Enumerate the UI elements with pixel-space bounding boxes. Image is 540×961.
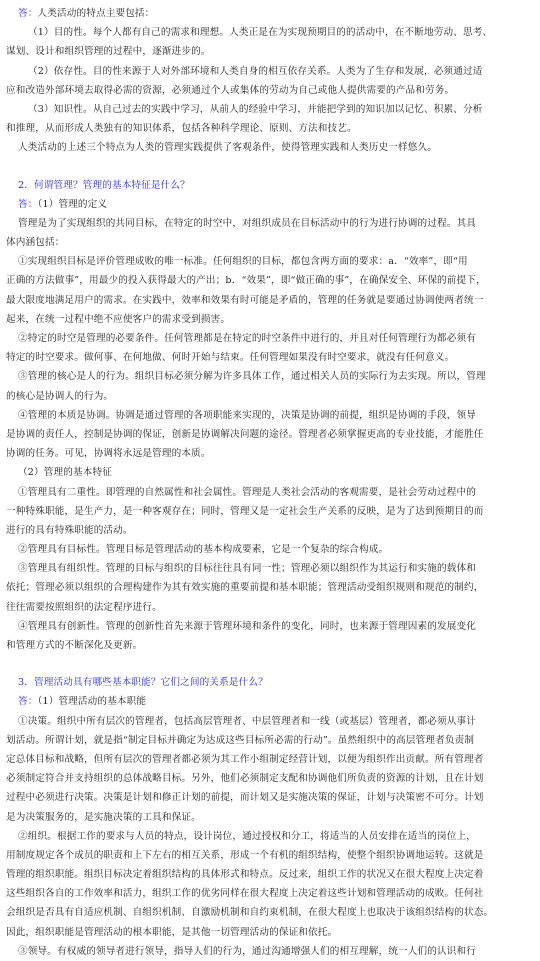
line-text: 这些组织各自的工作效率和活力，组织工作的优劣同样在很大程度上决定着这些计划和管理活动的成败。任何社 bbox=[6, 888, 484, 900]
paragraph-line bbox=[6, 62, 534, 81]
line-text: ④管理的本质是协调。协调是通过管理的各项职能来实现的，决策是协调的前提，组织是协调的手段，领导 bbox=[18, 409, 476, 421]
paragraph-line bbox=[6, 23, 534, 42]
paragraph-line bbox=[6, 923, 534, 942]
paragraph-line bbox=[6, 617, 534, 636]
paragraph-line bbox=[6, 233, 534, 252]
line-text: 必须制定符合并支持组织的总体战略目标。另外，他们必须制定支配和协调他们所负责的资源的计划，且在计划 bbox=[6, 773, 484, 785]
paragraph-line bbox=[6, 406, 534, 425]
line-text: （2）管理的基本特征 bbox=[18, 467, 112, 479]
line-text: 是协调的责任人，控制是协调的保证，创新是协调解决问题的途径。管理者必须掌握更高的专业技能，才能胜任 bbox=[6, 428, 484, 440]
line-text: 一种特殊职能，是生产力，是一种客观存在；同时，管理又是一定社会生产关系的反映，是为了达到预期目的而 bbox=[6, 505, 484, 517]
question-heading: 3．管理活动具有哪些基本职能？它们之间的关系是什么？ bbox=[18, 677, 268, 689]
line-text: （2）依存性。目的性来源于人对外部环境和人类自身的相互依存关系。人类为了生存和发展，必须通过适 bbox=[28, 65, 483, 77]
line-text: 依托；管理必须以组织的合理构建作为其有效实施的重要前提和基本职能；管理活动受组织规则和规范的制约， bbox=[6, 582, 484, 594]
line-text: 定总体目标和战略，但所有层次的管理者都必须为其工作小组制定经营计划，以便为组织作出贡献。所有管理者 bbox=[6, 753, 484, 765]
line-text: ③领导。有权威的领导者进行领导，指导人们的行为，通过沟通增强人们的相互理解，统一人们的认识和行 bbox=[18, 945, 476, 957]
paragraph-line bbox=[6, 271, 534, 290]
line-text: 往往需要按照组织的法定程序进行。 bbox=[6, 601, 162, 613]
document-body bbox=[6, 4, 534, 961]
paragraph-line bbox=[6, 367, 534, 386]
paragraph-line bbox=[6, 4, 534, 23]
section-spacer bbox=[6, 158, 534, 176]
line-text: 会组织是否具有自适应机制、自组织机制、自激励机制和自约束机制，在很大程度上也取决于该组织结构的状态。 bbox=[6, 907, 494, 919]
answer-label: 答： bbox=[18, 8, 38, 19]
line-text: 体内涵包括： bbox=[6, 237, 65, 249]
line-text: 最大限度地满足用户的需求。在实践中，效率和效果有时可能是矛盾的，管理的任务就是要通过协调使两者统一 bbox=[6, 294, 484, 306]
answer-label: 答： bbox=[18, 198, 38, 210]
line-text: ④管理具有创新性。管理的创新性首先来源于管理环境和条件的变化，同时，也来源于管理因素的发展变化 bbox=[18, 620, 476, 632]
line-text: 过程中必须进行决策。决策是计划和修正计划的前提，而计划又是实施决策的保证，计划与决策密不可分。计划 bbox=[6, 792, 484, 804]
paragraph-line bbox=[6, 100, 534, 119]
line-text: 协调的任务。可见，协调将永远是管理的本质。 bbox=[6, 448, 211, 460]
paragraph-line bbox=[6, 750, 534, 769]
paragraph-line bbox=[6, 540, 534, 559]
line-text: 正确的方法做事”，用最少的投入获得最大的产出；b．“效果”，即“做正确的事”，在确保安全、环保的前提下， bbox=[6, 275, 486, 287]
paragraph-line bbox=[6, 119, 534, 138]
paragraph-line bbox=[6, 903, 534, 922]
line-text: ③管理具有组织性。管理的目标与组织的目标往往具有同一性；管理必须以组织作为其运行和实施的载体和 bbox=[18, 563, 476, 575]
line-text: ①决策。组织中所有层次的管理者，包括高层管理者、中层管理者和一线（或基层）管理者，都必须从事计 bbox=[18, 715, 476, 727]
paragraph-line bbox=[6, 291, 534, 310]
line-text: 用制度规定各个成员的职责和上下左右的相互关系，形成一个有机的组织结构，使整个组织协调地运转。这就是 bbox=[6, 849, 484, 861]
paragraph-line bbox=[6, 559, 534, 578]
paragraph-line bbox=[6, 788, 534, 807]
question-heading: 2．何谓管理？管理的基本特征是什么？ bbox=[18, 179, 190, 191]
paragraph-line bbox=[6, 808, 534, 827]
paragraph-line bbox=[6, 521, 534, 540]
line-text: （1）管理活动的基本职能 bbox=[37, 696, 147, 708]
line-text: （1）管理的定义 bbox=[37, 198, 108, 210]
paragraph-line bbox=[6, 195, 534, 214]
paragraph-line bbox=[6, 348, 534, 367]
section-s3 bbox=[6, 655, 534, 961]
section-s2 bbox=[6, 158, 534, 656]
paragraph-line bbox=[6, 329, 534, 348]
paragraph-line bbox=[6, 712, 534, 731]
line-text: 起来，在统一过程中绝不应使客户的需求受到损害。 bbox=[6, 313, 231, 325]
answer-label: 答： bbox=[18, 696, 38, 708]
line-text: ②管理具有目标性。管理目标是管理活动的基本构成要素，它是一个复杂的综合构成。 bbox=[18, 544, 389, 556]
paragraph-line bbox=[6, 846, 534, 865]
line-text: 应和改造外部环境去取得必需的资源，必须通过个人或集体的劳动为自己或他人提供需要的产品和劳务。 bbox=[6, 84, 455, 96]
paragraph-line bbox=[6, 769, 534, 788]
paragraph-line bbox=[6, 310, 534, 329]
line-text: ②特定的时空是管理的必要条件。任何管理都是在特定的时空条件中进行的，并且对任何管理行为都必须有 bbox=[18, 333, 476, 344]
paragraph-line bbox=[6, 42, 534, 61]
paragraph-line bbox=[6, 598, 534, 617]
paragraph-line bbox=[6, 578, 534, 597]
line-text: 谋划、设计和组织管理的过程中，逐渐进步的。 bbox=[6, 46, 211, 58]
line-text: （3）知识性。从自己过去的实践中学习，从前人的经验中学习，并能把学到的知识加以记忆、积累、分析 bbox=[28, 103, 483, 115]
paragraph-line bbox=[6, 636, 534, 655]
line-text: 进行的具有特殊职能的活动。 bbox=[6, 524, 133, 536]
line-text: 的核心是协调人的行为。 bbox=[6, 390, 114, 402]
paragraph-line bbox=[6, 692, 534, 711]
line-text: 人类活动的特点主要包括： bbox=[37, 8, 155, 19]
line-text: 划活动。所谓计划，就是指“制定目标并确定为达成这些目标所必需的行动”。虽然组织中的高层管理者负责制 bbox=[6, 734, 475, 746]
paragraph-line bbox=[6, 463, 534, 482]
line-text: 和推理，从而形成人类独有的知识体系，包括各种科学理论、原则、方法和技艺。 bbox=[6, 123, 357, 135]
line-text: 人类活动的上述三个特点为人类的管理实践提供了客观条件，使得管理实践和人类历史一样悠久。 bbox=[18, 142, 437, 154]
paragraph-line bbox=[6, 502, 534, 521]
line-text: （1）目的性。每个人都有自己的需求和理想。人类正是在为实现预期目的的活动中，在不断地劳动、思考、 bbox=[28, 27, 493, 39]
paragraph-line bbox=[6, 214, 534, 233]
paragraph-line bbox=[6, 252, 534, 271]
line-text: ③管理的核心是人的行为。组织目标必须分解为许多具体工作，通过相关人员的实际行为去实现。所以，管理 bbox=[18, 371, 486, 383]
paragraph-line bbox=[6, 942, 534, 961]
paragraph-line bbox=[6, 138, 534, 157]
section-spacer bbox=[6, 655, 534, 673]
line-text: 管理是为了实现组织的共同目标，在特定的时空中，对组织成员在目标活动中的行为进行协调的过程。其具 bbox=[18, 217, 476, 229]
paragraph-line bbox=[6, 865, 534, 884]
section-s1 bbox=[6, 4, 534, 158]
paragraph-line bbox=[6, 884, 534, 903]
paragraph-line bbox=[6, 81, 534, 100]
paragraph-line bbox=[6, 483, 534, 502]
line-text: ②组织。根据工作的要求与人员的特点，设计岗位，通过授权和分工，将适当的人员安排在适当的岗位上， bbox=[18, 830, 476, 842]
line-text: ①管理具有二重性。即管理的自然属性和社会属性。管理是人类社会活动的客观需要，是社会劳动过程中的 bbox=[18, 486, 476, 498]
line-text: 特定的时空要求。做何事、在何地做、何时开始与结束。任何管理如果没有时空要求，就没有任何意义。 bbox=[6, 352, 455, 364]
paragraph-line bbox=[6, 444, 534, 463]
line-text: ①实现组织目标是评价管理成败的唯一标准。任何组织的目标，都包含两方面的要求：a．“效率”，即“用 bbox=[18, 256, 468, 268]
line-text: 管理的组织职能。组织目标决定着组织结构的具体形式和特点。反过来，组织工作的状况又在很大程度上决定着 bbox=[6, 869, 484, 881]
line-text: 因此，组织职能是管理活动的根本职能，是其他一切管理活动的保证和依托。 bbox=[6, 926, 338, 938]
paragraph-line bbox=[6, 731, 534, 750]
paragraph-line bbox=[6, 425, 534, 444]
paragraph-line bbox=[6, 387, 534, 406]
line-text: 是为决策服务的，是实施决策的工具和保证。 bbox=[6, 811, 201, 823]
line-text: 和管理方式的不断深化及更新。 bbox=[6, 640, 143, 651]
paragraph-line bbox=[6, 827, 534, 846]
